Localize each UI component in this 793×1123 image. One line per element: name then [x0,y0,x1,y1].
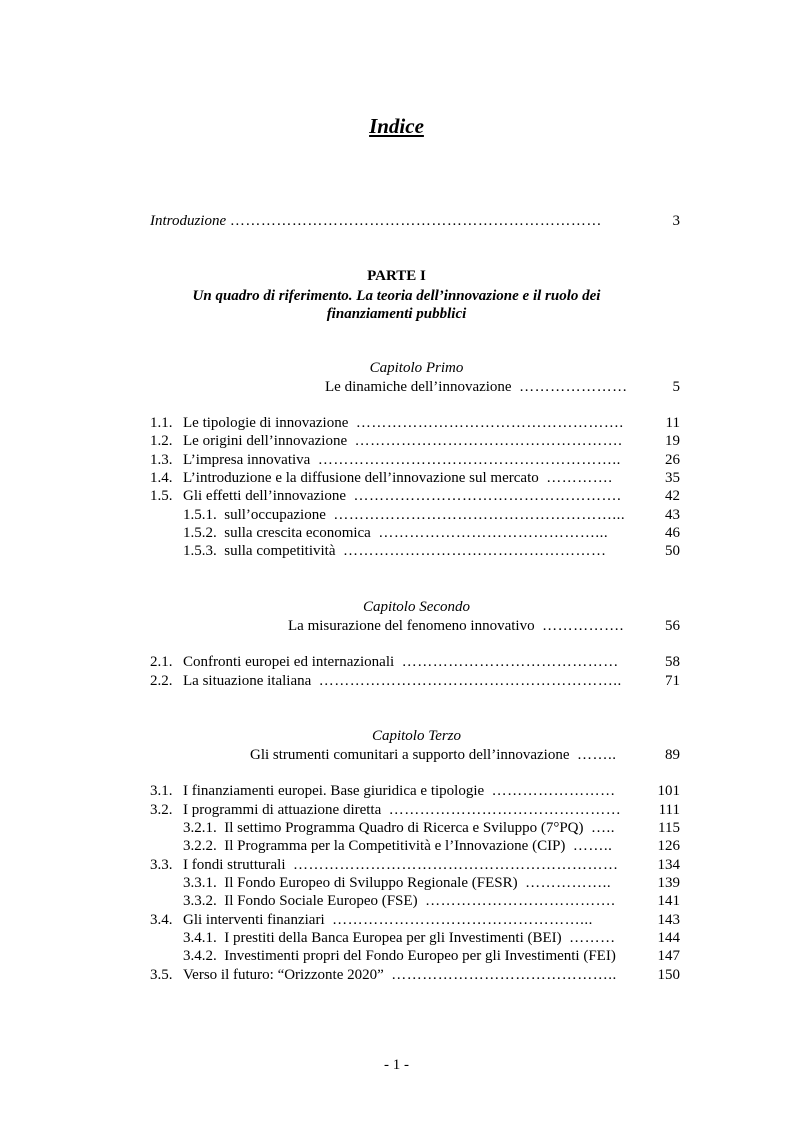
toc-page-number: 19 [665,433,680,449]
toc-subentry[interactable] [150,947,680,965]
toc-page-number: 143 [657,912,680,928]
toc-entry-label: Confronti europei ed internazionali [183,654,395,670]
toc-entry-label: sulla competitività [224,543,336,559]
toc-entry-number: 1.5.1. [183,507,217,523]
toc-leader-dots: ……………………………………………. [354,433,623,449]
toc-entry-number: 1.4. [150,470,173,486]
toc-entry-label: L’introduzione e la diffusione dell’innovazione sul mercato [183,470,539,486]
toc-entry-label: I fondi strutturali [183,857,286,873]
toc-page-number: 58 [665,654,680,670]
toc-entry-label: L’impresa innovativa [183,452,311,468]
toc-page-number: 111 [658,802,680,818]
toc-entry[interactable] [150,801,680,819]
toc-leader-dots: ……………………………………… [388,802,622,818]
toc-entry-number: 3.3. [150,857,173,873]
toc-entry-number: 2.2. [150,673,173,689]
toc-entry-label: Investimenti propri del Fondo Europeo per gli Investimenti (FEI) [224,948,616,964]
toc-subentry[interactable] [150,892,680,910]
toc-page-number: 115 [658,820,680,836]
chapter-label: Capitolo Terzo [371,728,462,744]
toc-leader-dots: ……………………………………………………… [292,857,619,873]
toc-entry-number: 3.4.1. [183,930,217,946]
toc-leader-dots: …….. [572,838,613,854]
chapter-title: Gli strumenti comunitari a supporto dell’innovazione …….. [250,747,617,763]
toc-page-number: 42 [665,488,680,504]
toc-entry-number: 3.2. [150,802,173,818]
toc-leader-dots: …………………………………….. [391,967,617,983]
toc-entry[interactable] [150,469,680,487]
toc-entry-number: 3.3.2. [183,893,217,909]
toc-leader-dots: …………….. [525,875,612,891]
toc-page-number: 3 [672,213,680,229]
toc-leader-dots: …………………………………………… [342,543,607,559]
toc-leader-dots: ………………………………. [425,893,616,909]
toc-entry[interactable] [150,653,680,671]
toc-entry-label: Il Fondo Sociale Europeo (FSE) [224,893,418,909]
toc-entry-number: 3.3.1. [183,875,217,891]
toc-entry-number: 2.1. [150,654,173,670]
toc-leader-dots: ……………………………………………. [353,488,622,504]
page-footer-number: - 1 - [384,1057,409,1073]
toc-leader-dots: ….. [591,820,616,836]
toc-entry-label: Il settimo Programma Quadro di Ricerca e Sviluppo (7°PQ) [224,820,584,836]
toc-page-number: 134 [657,857,680,873]
toc-leader-dots: ………………………………………………….. [318,673,622,689]
toc-page-number: 56 [665,618,680,634]
toc-page-number: 43 [665,507,680,523]
toc-entry-number: 1.5.3. [183,543,217,559]
toc-entry-label: Gli interventi finanziari [183,912,325,928]
toc-entry-number: 3.4.2. [183,948,217,964]
toc-entry-number: 3.1. [150,783,173,799]
toc-entry-number: 3.4. [150,912,173,928]
chapter-label: Capitolo Primo [369,360,464,376]
toc-subentry[interactable] [150,874,680,892]
toc-entry-introduzione[interactable] [150,212,680,230]
part-subtitle-line1: Un quadro di riferimento. La teoria dell’innovazione e il ruolo dei [192,288,601,304]
toc-page-number: 147 [657,948,680,964]
toc-entry[interactable] [150,487,680,505]
toc-entry[interactable] [150,451,680,469]
toc-entry-label: I programmi di attuazione diretta [183,802,382,818]
toc-entry-number: 3.5. [150,967,173,983]
toc-entry[interactable] [150,966,680,984]
chapter-title-line[interactable] [150,746,680,764]
toc-entry-label: La situazione italiana [183,673,312,689]
chapter-title-line[interactable] [150,617,680,635]
toc-entry-label: I prestiti della Banca Europea per gli Investimenti (BEI) [224,930,562,946]
toc-subentry[interactable] [150,506,680,524]
chapter-title: Le dinamiche dell’innovazione ………………… [325,379,628,395]
toc-subentry[interactable] [150,819,680,837]
toc-leader-dots: …………………… [491,783,616,799]
toc-entry-label: Le tipologie di innovazione [183,415,349,431]
toc-page-number: 5 [672,379,680,395]
part-heading: PARTE I [367,268,426,284]
toc-page-number: 150 [657,967,680,983]
toc-page-number: 35 [665,470,680,486]
toc-leader-dots: ………………………………………………….. [317,452,621,468]
toc-page-number: 50 [665,543,680,559]
chapter-title-line[interactable] [150,378,680,396]
toc-page-number: 144 [657,930,680,946]
toc-page-number: 139 [657,875,680,891]
toc-entry-label: I finanziamenti europei. Base giuridica e tipologie [183,783,485,799]
page-title: Indice [369,114,424,138]
chapter-title: La misurazione del fenomeno innovativo ……………. [288,618,624,634]
toc-leader-dots: ……………………………………... [378,525,609,541]
toc-entry-label: Il Programma per la Competitività e l’Innovazione (CIP) [224,838,566,854]
toc-leader-dots: ……………………………………………………………… [229,213,602,229]
chapter-label: Capitolo Secondo [362,599,471,615]
toc-leader-dots: ………………………………………………... [333,507,626,523]
toc-entry-number: 1.2. [150,433,173,449]
toc-entry[interactable] [150,782,680,800]
toc-entry[interactable] [150,911,680,929]
toc-entry-number: 1.1. [150,415,173,431]
toc-entry[interactable] [150,856,680,874]
toc-entry-number: 3.2.1. [183,820,217,836]
toc-page-number: 141 [657,893,680,909]
toc-entry-label: sull’occupazione [224,507,326,523]
toc-leader-dots: …………………………………… [401,654,619,670]
toc-page-number: 26 [665,452,680,468]
toc-entry-label: Verso il futuro: “Orizzonte 2020” [183,967,384,983]
toc-entry-number: 3.2.2. [183,838,217,854]
toc-entry-number: 1.3. [150,452,173,468]
toc-leader-dots: ……………………………………………. [355,415,624,431]
toc-page-number: 89 [665,747,680,763]
toc-entry-label: Introduzione [150,213,227,229]
toc-page-number: 126 [657,838,680,854]
toc-page-number: 101 [657,783,680,799]
toc-page-number: 46 [665,525,680,541]
toc-entry-label: Le origini dell’innovazione [183,433,348,449]
toc-subentry[interactable] [150,837,680,855]
toc-page-number: 11 [665,415,680,431]
toc-entry[interactable] [150,432,680,450]
toc-entry-label: Il Fondo Europeo di Sviluppo Regionale (FESR) [224,875,518,891]
toc-entry-label: sulla crescita economica [224,525,371,541]
part-subtitle-line2: finanziamenti pubblici [326,306,467,322]
toc-subentry[interactable] [150,929,680,947]
toc-entry-label: Gli effetti dell’innovazione [183,488,347,504]
toc-entry[interactable] [150,414,680,432]
toc-entry-number: 1.5.2. [183,525,217,541]
toc-entry[interactable] [150,672,680,690]
toc-subentry[interactable] [150,524,680,542]
toc-page-number: 71 [665,673,680,689]
toc-subentry[interactable] [150,542,680,560]
toc-leader-dots: …………………………………………... [332,912,593,928]
toc-entry-number: 1.5. [150,488,173,504]
toc-leader-dots: …………. [546,470,613,486]
toc-leader-dots: ……… [569,930,616,946]
